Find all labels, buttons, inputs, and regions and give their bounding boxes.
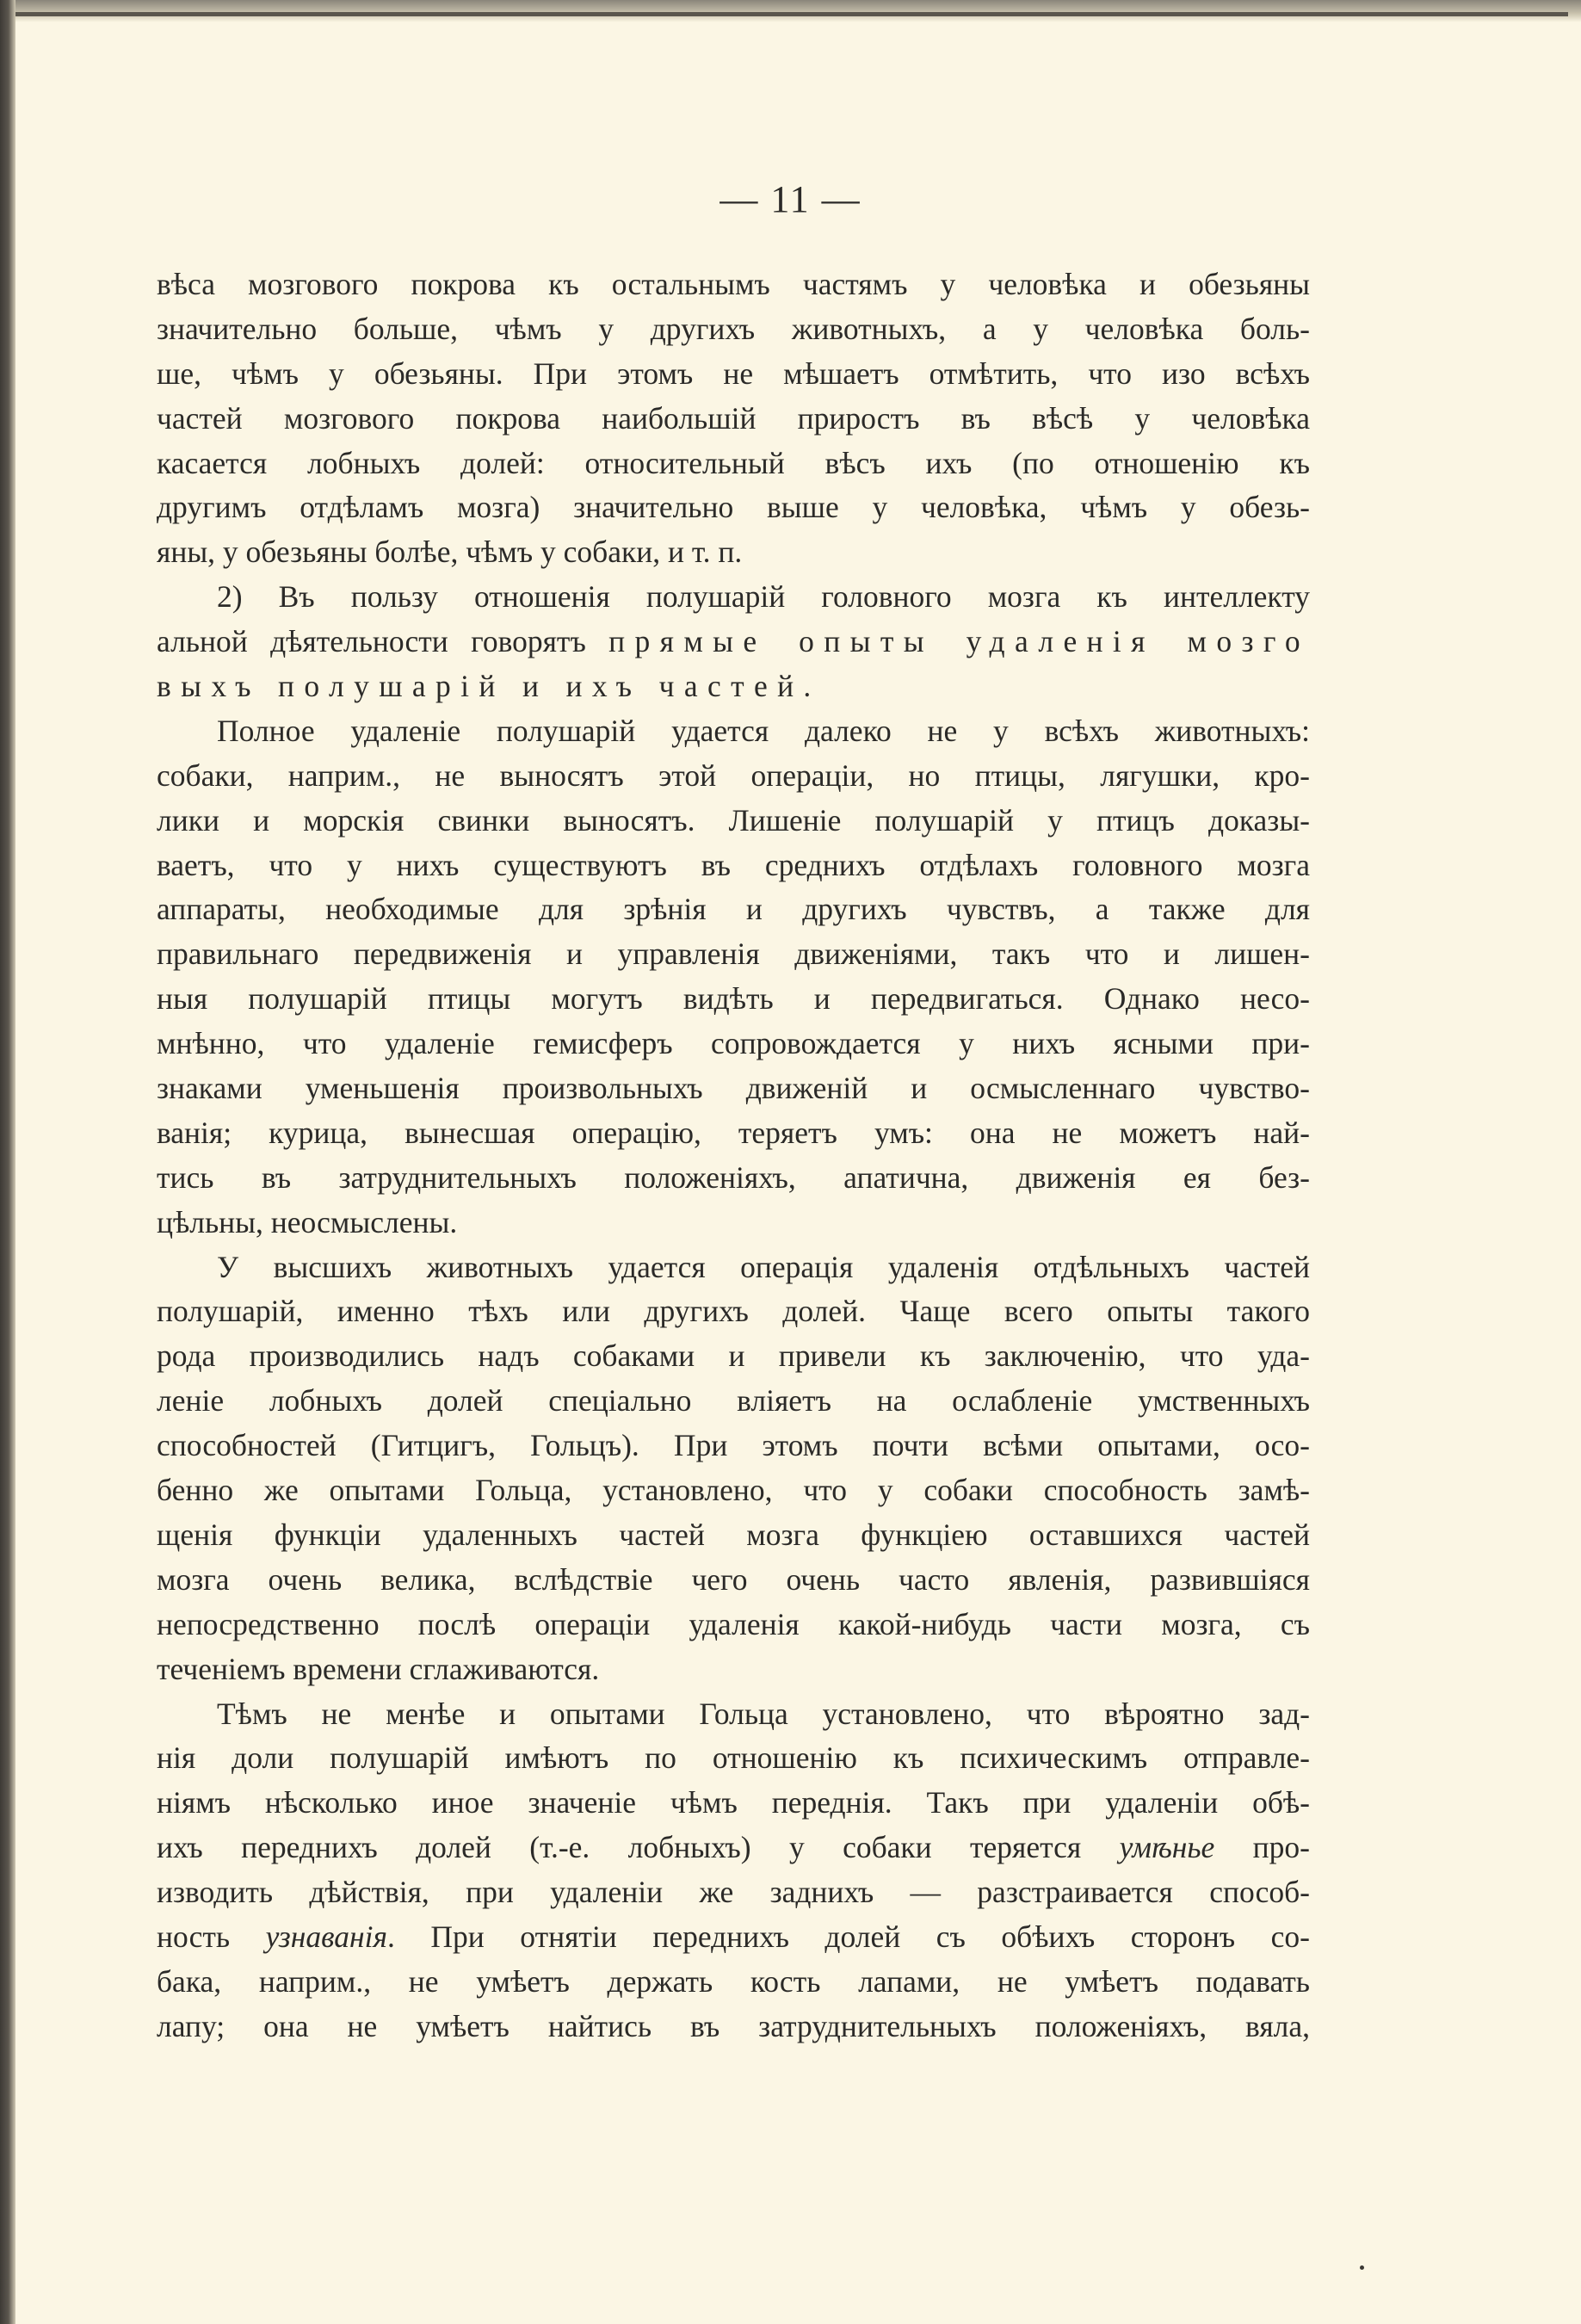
text-line (157, 1424, 1310, 1468)
text-segment: другимъ отдѣламъ мозга) значительно выше у человѣка, чѣмъ у обезь- (157, 490, 1310, 525)
text-segment: теченіемъ времени сглаживаются. (157, 1651, 600, 1686)
text-line (157, 1960, 1310, 2005)
text-segment: рода производились надъ собаками и привели къ заключенію, что уда- (157, 1338, 1310, 1374)
text-segment: непосредственно послѣ операціи удаленія какой-нибудь части мозга, съ (157, 1606, 1310, 1641)
text-line (157, 1379, 1310, 1424)
text-segment: альной дѣятельности говорятъ (157, 624, 609, 659)
page-number: — 11 — (719, 178, 862, 220)
text-line (157, 709, 1310, 754)
text-segment: бенно же опытами Гольца, установлено, что у собаки способность замѣ- (157, 1473, 1310, 1508)
text-line (157, 799, 1310, 844)
text-segment: мозга очень велика, вслѣдствіе чего очень часто явленія, развившіяся (157, 1561, 1310, 1597)
text-segment: тись въ затруднительныхъ положеніяхъ, апатична, движенія ея без- (157, 1159, 1310, 1195)
text-segment: ихъ переднихъ долей (т.-е. лобныхъ) у собаки теряется (157, 1830, 1120, 1865)
page-top-edge (0, 0, 1581, 22)
text-segment: касается лобныхъ долей: относительный вѣсъ ихъ (по отношенію къ (157, 445, 1310, 480)
text-segment: собаки, наприм., не выносятъ этой операціи, но птицы, лягушки, кро- (157, 757, 1310, 793)
text-line (157, 307, 1310, 352)
text-line (157, 263, 1310, 307)
text-segment: аппараты, необходимые для зрѣнія и другихъ чувствъ, а также для (157, 892, 1310, 927)
text-line (157, 530, 1310, 575)
text-line (157, 442, 1310, 486)
text-segment: У высшихъ животныхъ удается операція удаленія отдѣльныхъ частей (217, 1249, 1310, 1284)
text-segment: лапу; она не умѣетъ найтись въ затруднительныхъ положеніяхъ, вяла, (157, 2008, 1310, 2043)
text-line (157, 1558, 1310, 1603)
scan-speck (1360, 2265, 1364, 2270)
spaced-emphasis: прямые опыты удаленія мозго (608, 624, 1311, 659)
text-segment: про- (1214, 1830, 1310, 1865)
text-segment: яны, у обезьяны болѣе, чѣмъ у собаки, и т. п. (157, 535, 743, 570)
text-line (157, 1915, 1310, 1960)
text-line (157, 1692, 1310, 1737)
text-segment: мнѣнно, что удаленіе гемисферъ сопровождается у нихъ ясными при- (157, 1026, 1310, 1061)
text-line (157, 2005, 1310, 2049)
text-line (157, 1289, 1310, 1334)
text-line (157, 1066, 1310, 1111)
text-segment: ныя полушарій птицы могутъ видѣть и передвигаться. Однако несо- (157, 981, 1310, 1017)
page-top-rule (10, 12, 1568, 16)
text-segment: щенія функціи удаленныхъ частей мозга функціею оставшихся частей (157, 1517, 1310, 1552)
text-segment: способностей (Гитцигъ, Гольцъ). При этомъ почти всѣми опытами, осо- (157, 1428, 1310, 1463)
text-line (157, 620, 1310, 664)
text-segment: леніе лобныхъ долей спеціально вліяетъ на ослабленіе умственныхъ (157, 1383, 1310, 1419)
text-line (157, 1245, 1310, 1290)
body-text (157, 263, 1310, 2049)
text-line (157, 1022, 1310, 1066)
text-segment: вѣса мозгового покрова къ остальнымъ частямъ у человѣка и обезьяны (157, 267, 1310, 301)
text-line (157, 1513, 1310, 1558)
text-line (157, 1201, 1310, 1245)
text-segment: полушарій, именно тѣхъ или другихъ долей. Чаще всего опыты такого (157, 1294, 1310, 1329)
italic-term: узнаванія (265, 1919, 388, 1954)
text-line (157, 1647, 1310, 1692)
italic-term: умѣнье (1119, 1830, 1215, 1865)
text-segment: . При отнятіи переднихъ долей съ обѣихъ сторонъ со- (387, 1919, 1310, 1954)
text-line (157, 1736, 1310, 1781)
text-line (157, 1111, 1310, 1156)
text-segment: частей мозгового покрова наибольшій приростъ въ вѣсѣ у человѣка (157, 400, 1310, 436)
text-segment: 2) Въ пользу отношенія полушарій головного мозга къ интеллекту (217, 579, 1310, 615)
page-left-edge (0, 0, 15, 2324)
text-line (157, 977, 1310, 1022)
text-line (157, 1468, 1310, 1513)
text-line (157, 844, 1310, 888)
text-segment: ваетъ, что у нихъ существуютъ въ среднихъ отдѣлахъ головного мозга (157, 847, 1310, 882)
text-line (157, 397, 1310, 442)
text-segment: ванія; курица, вынесшая операцію, теряетъ умъ: она не можетъ най- (157, 1115, 1310, 1150)
text-segment: нія доли полушарій имѣютъ по отношенію къ психическимъ отправле- (157, 1740, 1310, 1776)
text-line (157, 352, 1310, 397)
text-segment: правильнаго передвиженія и управленія движеніями, такъ что и лишен- (157, 936, 1310, 972)
text-segment: бака, наприм., не умѣетъ держать кость лапами, не умѣетъ подавать (157, 1963, 1310, 1999)
text-line (157, 485, 1310, 530)
text-segment: значительно больше, чѣмъ у другихъ животныхъ, а у человѣка боль- (157, 311, 1310, 346)
text-segment: изводить дѣйствія, при удаленіи же заднихъ — разстраивается способ- (157, 1875, 1310, 1910)
text-segment: цѣльны, неосмыслены. (157, 1204, 458, 1239)
text-segment: Тѣмъ не менѣе и опытами Гольца установлено, что вѣроятно зад- (217, 1696, 1310, 1731)
text-segment: ность (157, 1919, 266, 1954)
text-line (157, 1603, 1310, 1647)
text-line (157, 1826, 1310, 1870)
text-line (157, 664, 1310, 709)
text-line (157, 1334, 1310, 1379)
text-line (157, 1781, 1310, 1826)
text-line (157, 754, 1310, 799)
text-segment: ніямъ нѣсколько иное значеніе чѣмъ переднія. Такъ при удаленіи обѣ- (157, 1785, 1310, 1820)
text-segment: знаками уменьшенія произвольныхъ движеній и осмысленнаго чувство- (157, 1071, 1310, 1106)
spaced-emphasis: выхъ полушарій и ихъ частей. (157, 669, 821, 704)
text-segment: лики и морскія свинки выносятъ. Лишеніе полушарій у птицъ доказы- (157, 802, 1310, 838)
text-segment: Полное удаленіе полушарій удается далеко не у всѣхъ животныхъ: (217, 713, 1310, 748)
text-line (157, 932, 1310, 977)
text-line (157, 887, 1310, 932)
text-line (157, 1156, 1310, 1201)
text-line (157, 575, 1310, 620)
text-line (157, 1870, 1310, 1915)
text-segment: ше, чѣмъ у обезьяны. При этомъ не мѣшаетъ отмѣтить, что изо всѣхъ (157, 355, 1310, 391)
